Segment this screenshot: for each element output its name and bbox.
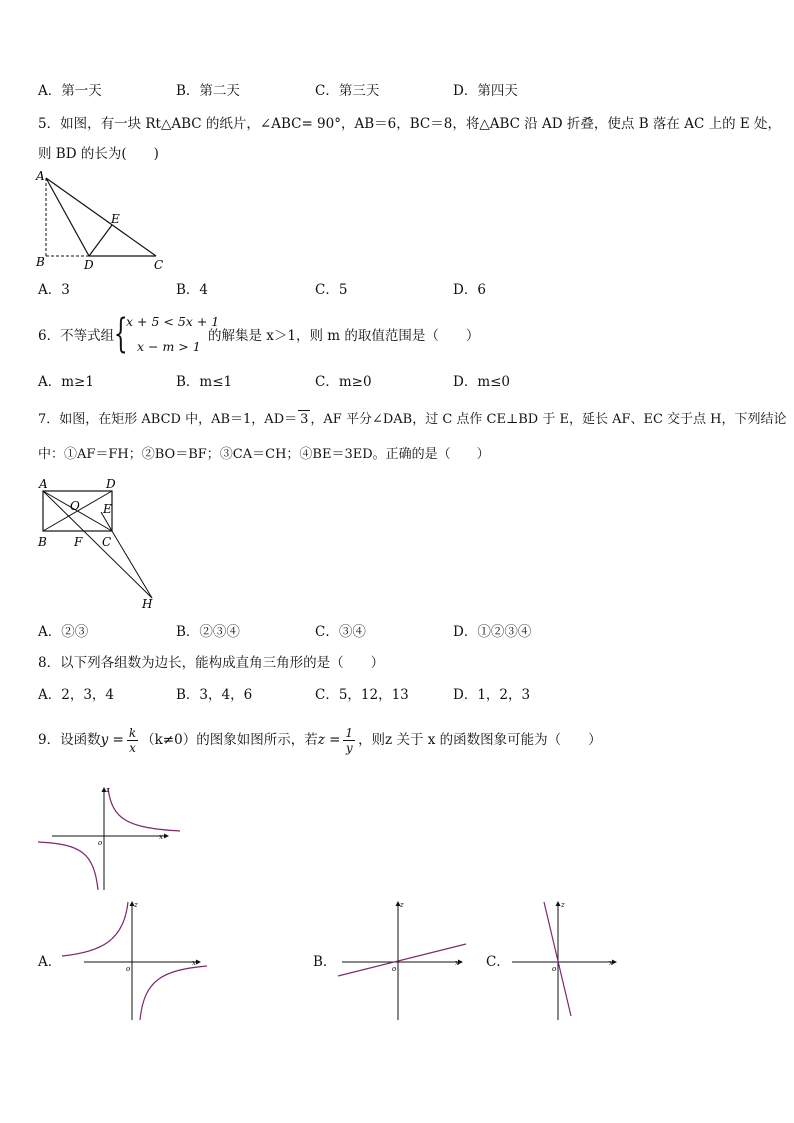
- option-c[interactable]: C．m≥0: [315, 374, 372, 390]
- label-a: A: [36, 169, 45, 183]
- option-b[interactable]: B．②③④: [176, 624, 240, 640]
- label-d: D: [106, 477, 116, 491]
- origin-label: o: [392, 965, 397, 973]
- q4-options: [38, 82, 758, 102]
- label-e: E: [103, 502, 112, 516]
- label-c: C: [102, 535, 112, 549]
- axis-label-x: x: [192, 959, 196, 967]
- q5-options: [38, 281, 758, 301]
- option-c[interactable]: C．第三天: [315, 83, 380, 99]
- label-f: F: [74, 535, 83, 549]
- axis-label-x: x: [455, 959, 459, 967]
- option-c[interactable]: C．③④: [315, 624, 366, 640]
- axis-label-z: z: [134, 901, 138, 909]
- option-c[interactable]: C．5，12，13: [315, 687, 409, 703]
- q6-options: [38, 373, 758, 393]
- hyperbola-branch-2: [38, 842, 98, 890]
- origin-label: o: [98, 839, 103, 847]
- q6-inequality-1: x + 5 < 5x + 1: [126, 314, 220, 329]
- q8-stem: 8．以下列各组数为边长，能构成直角三角形的是（ ）: [38, 655, 385, 671]
- segment-ah: [43, 491, 152, 598]
- label-h: H: [142, 597, 153, 611]
- segment-de: [89, 225, 112, 256]
- fraction-denominator: y: [345, 741, 353, 755]
- q9-option-c-label[interactable]: C．: [486, 954, 510, 970]
- option-d[interactable]: D．6: [453, 282, 486, 298]
- fraction-numerator: 1: [345, 726, 354, 740]
- q9-option-c-graph[interactable]: [508, 900, 628, 1022]
- q7-rectangle-figure: [34, 476, 164, 616]
- label-o: O: [70, 499, 80, 513]
- q9-option-b-graph[interactable]: [336, 900, 476, 1022]
- q9-stem-start: 9．设函数: [38, 732, 101, 748]
- origin-label: o: [126, 965, 131, 973]
- option-d[interactable]: D．m≤0: [453, 374, 511, 390]
- label-c: C: [154, 258, 164, 272]
- segment-ad: [46, 178, 89, 256]
- label-b: B: [36, 255, 45, 269]
- y-equals: y =: [100, 732, 124, 748]
- q7-stem-line2: 中：①AF＝FH；②BO＝BF；③CA＝CH；④BE＝3ED。正确的是（ ）: [38, 447, 490, 462]
- label-a: A: [39, 477, 48, 491]
- label-e: E: [111, 212, 120, 226]
- q9-condition: （k≠0）的图象如图所示，若: [141, 732, 318, 748]
- option-a[interactable]: A．m≥1: [38, 374, 94, 390]
- q5-stem-line1: 5．如图，有一块 Rt△ABC 的纸片，∠ABC= 90°，AB＝6，BC＝8，将△ABC 沿 AD 折叠，使点 B 落在 AC 上的 E 处，: [38, 116, 782, 132]
- label-b: B: [38, 535, 47, 549]
- option-b[interactable]: B．m≤1: [176, 374, 233, 390]
- hyperbola-branch-1: [108, 788, 180, 831]
- q7-options: [38, 623, 758, 643]
- q7-stem-part-b: ，AF 平分∠DAB，过 C 点作 CE⊥BD 于 E，延长 AF、EC 交于点 H，下列结论: [310, 412, 787, 427]
- option-a[interactable]: A．2，3，4: [38, 687, 115, 703]
- q9-stem: [38, 720, 602, 760]
- system-brace: {: [113, 311, 128, 357]
- axis-label-z: z: [400, 901, 404, 909]
- q5-stem-line2: 则 BD 的长为( ): [38, 146, 159, 162]
- curve-branch-lower-right: [140, 966, 207, 1020]
- axis-label-x: x: [159, 833, 163, 841]
- segment-ac: [46, 178, 156, 256]
- option-d[interactable]: D．1，2，3: [453, 687, 531, 703]
- option-b[interactable]: B．第二天: [176, 83, 240, 99]
- label-d: D: [84, 258, 94, 272]
- q7-stem-part-a: 7．如图，在矩形 ABCD 中，AB＝1，AD＝: [38, 412, 298, 427]
- option-c[interactable]: C．5: [315, 282, 348, 298]
- q8-options: [38, 686, 758, 706]
- option-a[interactable]: A．第一天: [38, 83, 102, 99]
- option-b[interactable]: B．4: [176, 282, 209, 298]
- axis-label-x: x: [609, 959, 613, 967]
- q6-inequality-2: x − m > 1: [137, 339, 201, 354]
- option-b[interactable]: B．3，4，6: [176, 687, 253, 703]
- fraction-one-over-y: [343, 726, 355, 755]
- fraction-k-over-x: [127, 726, 138, 755]
- option-d[interactable]: D．①②③④: [453, 624, 532, 640]
- q9-option-b-label[interactable]: B．: [313, 954, 337, 970]
- curve-branch-upper-left: [62, 902, 128, 956]
- option-a[interactable]: A．3: [38, 282, 70, 298]
- q9-given-graph: [38, 786, 188, 896]
- q9-option-a-graph[interactable]: [62, 900, 212, 1022]
- q6-suffix: 的解集是 x＞1，则 m 的取值范围是（ ）: [208, 328, 480, 344]
- q7-stem-line1: [38, 410, 787, 429]
- axis-label-z: z: [106, 786, 110, 794]
- origin-label: o: [552, 965, 557, 973]
- line-through-origin: [338, 944, 466, 976]
- q9-stem-end: ，则z 关于 x 的函数图象可能为（ ）: [358, 732, 602, 748]
- option-a[interactable]: A．②③: [38, 624, 89, 640]
- z-equals: z =: [317, 732, 341, 748]
- q6-prefix: 6．不等式组: [38, 328, 115, 344]
- q9-option-a-label[interactable]: A．: [38, 954, 62, 970]
- fraction-numerator: k: [128, 726, 137, 740]
- fraction-denominator: x: [129, 741, 136, 755]
- axis-label-z: z: [561, 901, 565, 909]
- option-d[interactable]: D．第四天: [453, 83, 518, 99]
- q5-triangle-figure: [34, 168, 174, 278]
- sqrt-three: 3: [300, 412, 309, 427]
